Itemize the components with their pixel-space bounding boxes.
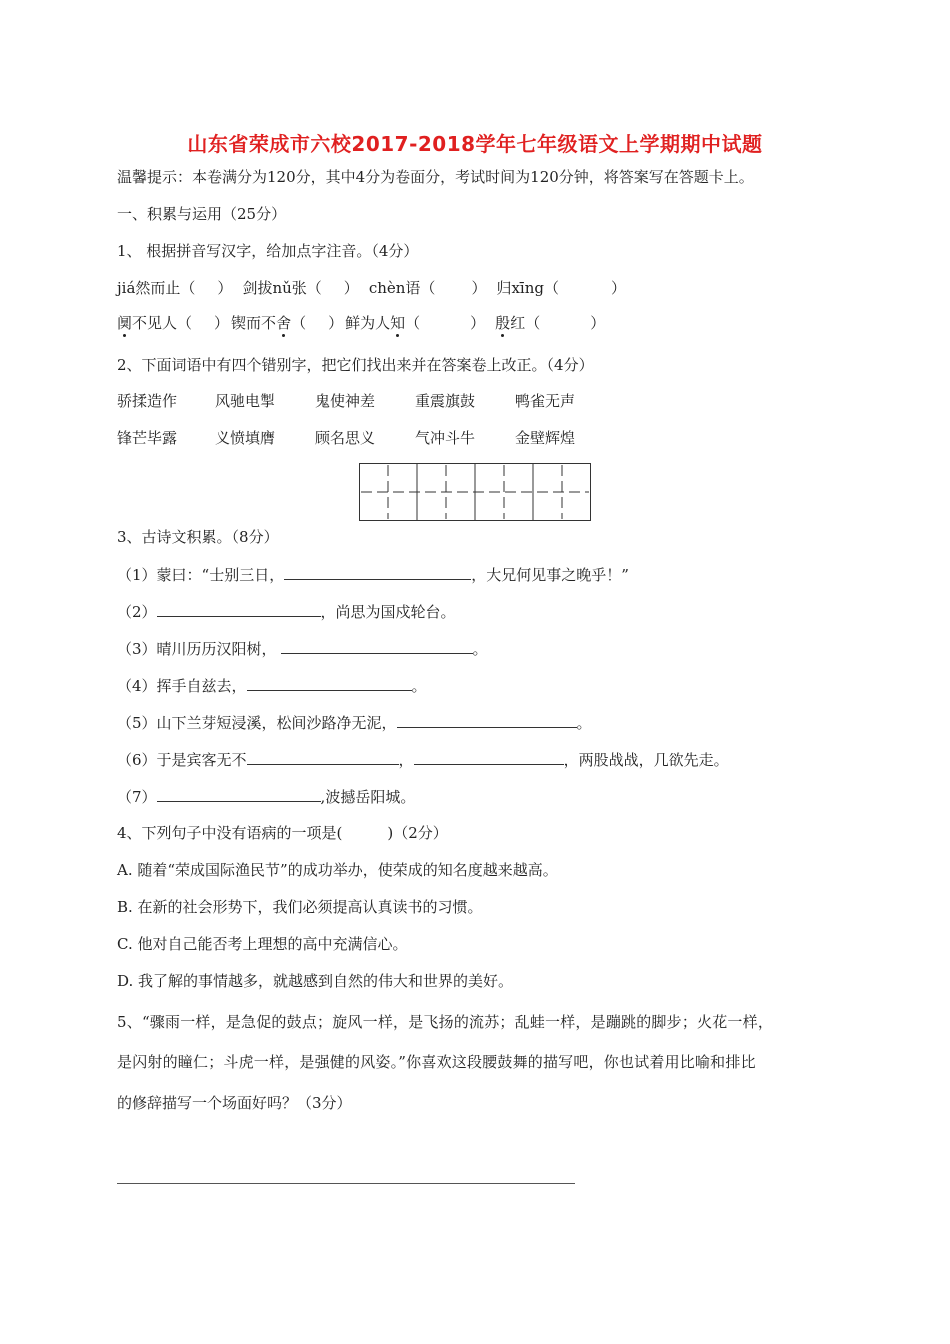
item-text: 不见人（	[132, 314, 193, 332]
pinyin-item	[496, 279, 626, 297]
fill-blank[interactable]	[247, 749, 399, 765]
option-c: C. 他对自己能否考上理想的高中充满信心。	[117, 935, 408, 953]
pinyin-text: nǔ	[272, 279, 292, 297]
answer-grid[interactable]	[359, 463, 591, 521]
item-text: 然而止（	[135, 279, 196, 297]
question-3-stem: 3、古诗文积累。（8分）	[117, 528, 279, 546]
answer-writing-line[interactable]	[117, 1183, 575, 1184]
pinyin-item	[242, 279, 358, 297]
bracket: ）	[217, 279, 233, 297]
item-text: 语（	[405, 279, 436, 297]
question-1-row-1	[117, 278, 626, 298]
pinyin-text: chèn	[368, 279, 406, 297]
dotted-item	[345, 314, 485, 332]
poem-text: 。	[472, 640, 488, 658]
poem-text: （7）	[117, 788, 157, 806]
dotted-char: 殷	[495, 314, 511, 332]
poem-text: ，	[398, 751, 414, 769]
word-item: 气冲斗牛	[415, 429, 476, 447]
poem-item	[117, 675, 427, 696]
bracket: ）	[471, 279, 487, 297]
fill-blank[interactable]	[397, 712, 577, 728]
poem-item	[117, 712, 592, 733]
bracket: ）	[470, 314, 486, 332]
pinyin-item	[117, 279, 232, 297]
bracket: ）	[328, 314, 344, 332]
item-text: 锲而不	[231, 314, 277, 332]
poem-item	[117, 749, 729, 770]
question-5-line-2: 是闪射的瞳仁；斗虎一样，是强健的风姿。”你喜欢这段腰鼓舞的描写吧，你也试着用比喻和排比	[117, 1053, 756, 1071]
word-item: 骄揉造作	[117, 392, 178, 410]
poem-text: ，两股战战，几欲先走。	[563, 751, 729, 769]
item-text: 红（	[510, 314, 541, 332]
question-4-stem: 4、下列句子中没有语病的一项是( )（2分）	[117, 824, 448, 842]
dotted-item	[117, 314, 229, 332]
bracket: ）	[214, 314, 230, 332]
poem-text: （6）于是宾客无不	[117, 751, 247, 769]
word-item: 重震旗鼓	[415, 392, 476, 410]
poem-text: 。	[411, 677, 427, 695]
dotted-item	[231, 314, 343, 332]
poem-text: （2）	[117, 603, 157, 621]
item-text: 剑拔	[242, 279, 273, 297]
dotted-char: 阒	[117, 314, 133, 332]
exam-tip: 温馨提示：本卷满分为120分，其中4分为卷面分，考试时间为120分钟，将答案写在答题卡上。	[117, 168, 754, 186]
poem-text: （1）蒙曰：“士别三日，	[117, 566, 285, 584]
poem-text: （5）山下兰芽短浸溪，松间沙路净无泥，	[117, 714, 397, 732]
word-item: 锋芒毕露	[117, 429, 178, 447]
question-1-row-2	[117, 313, 605, 333]
dotted-item	[495, 314, 605, 332]
bracket: ）	[611, 279, 627, 297]
bracket: ）	[590, 314, 606, 332]
question-5-line-3: 的修辞描写一个场面好吗？（3分）	[117, 1094, 352, 1112]
question-5-line-1: 5、“骤雨一样，是急促的鼓点；旋风一样，是飞扬的流苏；乱蛙一样，是蹦跳的脚步；火花一样，	[117, 1013, 774, 1031]
word-item: 鬼使神差	[315, 392, 376, 410]
fill-blank[interactable]	[414, 749, 564, 765]
fill-blank[interactable]	[281, 638, 473, 654]
fill-blank[interactable]	[284, 564, 471, 580]
answer-grid-lines	[359, 463, 591, 521]
option-a: A. 随着“荣成国际渔民节”的成功举办，使荣成的知名度越来越高。	[117, 861, 558, 879]
item-text: （	[405, 314, 421, 332]
fill-blank[interactable]	[247, 675, 412, 691]
poem-text: 。	[576, 714, 592, 732]
poem-item	[117, 564, 629, 585]
word-item: 顾名思义	[315, 429, 376, 447]
pinyin-item	[369, 279, 487, 297]
pinyin-text: jiá	[117, 279, 136, 297]
word-item: 义愤填膺	[215, 429, 276, 447]
item-text: 归	[496, 279, 512, 297]
poem-text: （4）挥手自兹去，	[117, 677, 247, 695]
pinyin-text: xīng	[511, 279, 544, 297]
word-item: 鸭雀无声	[515, 392, 576, 410]
section-heading: 一、积累与运用（25分）	[117, 205, 287, 223]
question-1-stem: 1、 根据拼音写汉字，给加点字注音。（4分）	[117, 242, 419, 260]
poem-text: ，大兄何见事之晚乎！”	[471, 566, 629, 584]
fill-blank[interactable]	[157, 786, 321, 802]
poem-item	[117, 601, 456, 622]
word-item: 金壁辉煌	[515, 429, 576, 447]
poem-item	[117, 786, 415, 807]
question-2-stem: 2、下面词语中有四个错别字，把它们找出来并在答案卷上改正。（4分）	[117, 356, 594, 374]
dotted-char: 舍	[276, 314, 292, 332]
bracket: ）	[343, 279, 359, 297]
poem-text: ，尚思为国戍轮台。	[320, 603, 456, 621]
item-text: （	[544, 279, 560, 297]
poem-item	[117, 638, 488, 659]
poem-text: （3）晴川历历汉阳树，	[117, 640, 277, 658]
option-d: D. 我了解的事情越多，就越感到自然的伟大和世界的美好。	[117, 972, 514, 990]
item-text: 鲜为人	[345, 314, 391, 332]
option-b: B. 在新的社会形势下，我们必须提高认真读书的习惯。	[117, 898, 483, 916]
item-text: 张（	[291, 279, 322, 297]
item-text: （	[291, 314, 307, 332]
fill-blank[interactable]	[157, 601, 321, 617]
page-title: 山东省荣成市六校2017-2018学年七年级语文上学期期中试题	[187, 132, 763, 156]
word-item: 风驰电掣	[215, 392, 276, 410]
poem-text: ,波撼岳阳城。	[320, 788, 416, 806]
dotted-char: 知	[390, 314, 406, 332]
